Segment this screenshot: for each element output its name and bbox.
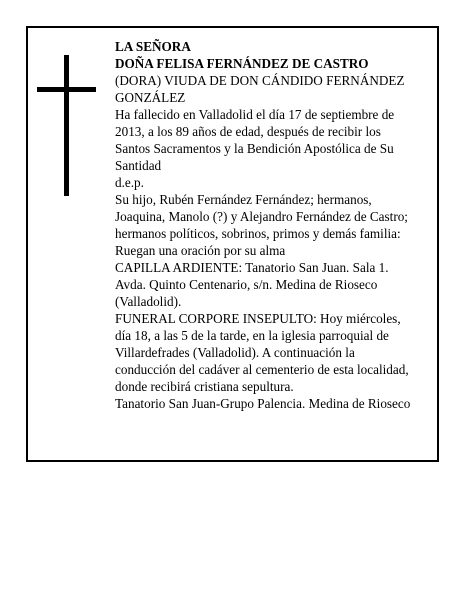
deceased-details-line: (DORA) VIUDA DE DON CÁNDIDO FERNÁNDEZ bbox=[115, 73, 405, 88]
chapel-line: Avda. Quinto Centenario, s/n. Medina de Rioseco bbox=[115, 277, 378, 292]
title-line: LA SEÑORA bbox=[115, 39, 191, 54]
death-notice-line: Ha fallecido en Valladolid el día 17 de septiembre de bbox=[115, 107, 395, 122]
funeral-home-line: Tanatorio San Juan-Grupo Palencia. Medina de Rioseco bbox=[115, 396, 411, 411]
funeral-line: FUNERAL CORPORE INSEPULTO: Hoy miércoles, bbox=[115, 311, 401, 326]
rip-line: d.e.p. bbox=[115, 175, 144, 190]
cross-horizontal-bar bbox=[37, 87, 96, 92]
deceased-details-line: GONZÁLEZ bbox=[115, 90, 186, 105]
funeral-line: día 18, a las 5 de la tarde, en la iglesia parroquial de bbox=[115, 328, 389, 343]
prayer-request-line: Ruegan una oración por su alma bbox=[115, 243, 286, 258]
obituary-text bbox=[115, 38, 425, 412]
family-line: hermanos políticos, sobrinos, primos y demás familia: bbox=[115, 226, 401, 241]
death-notice-line: 2013, a los 89 años de edad, después de recibir los bbox=[115, 124, 381, 139]
deceased-name: DOÑA FELISA FERNÁNDEZ DE CASTRO bbox=[115, 56, 369, 71]
funeral-line: conducción del cadáver al cementerio de esta localidad, bbox=[115, 362, 409, 377]
family-line: Joaquina, Manolo (?) y Alejandro Fernández de Castro; bbox=[115, 209, 408, 224]
cross-vertical-bar bbox=[64, 55, 69, 196]
funeral-line: Villardefrades (Valladolid). A continuación la bbox=[115, 345, 355, 360]
chapel-line: CAPILLA ARDIENTE: Tanatorio San Juan. Sala 1. bbox=[115, 260, 389, 275]
funeral-line: donde recibirá cristiana sepultura. bbox=[115, 379, 294, 394]
family-line: Su hijo, Rubén Fernández Fernández; hermanos, bbox=[115, 192, 372, 207]
death-notice-line: Santidad bbox=[115, 158, 162, 173]
chapel-line: (Valladolid). bbox=[115, 294, 182, 309]
death-notice-line: Santos Sacramentos y la Bendición Apostólica de Su bbox=[115, 141, 394, 156]
